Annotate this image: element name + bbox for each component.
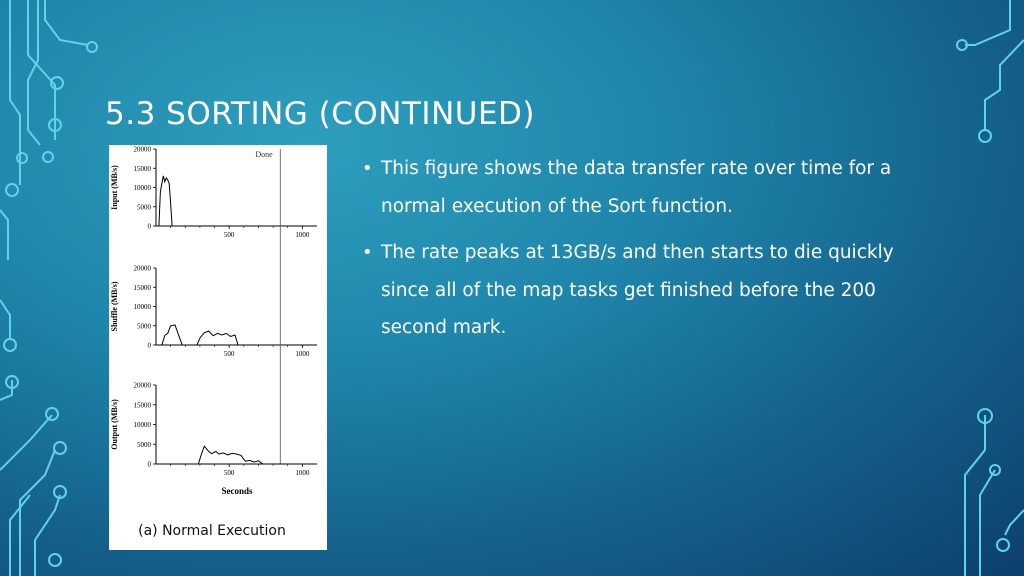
bullet-item: [362, 234, 942, 347]
circuit-left-top: [0, 0, 97, 260]
x-tick-label: 1000: [295, 350, 310, 358]
y-axis-label: Output (MB/s): [110, 399, 119, 450]
y-tick-label: 20000: [133, 145, 151, 154]
series-line: [156, 176, 317, 226]
bullet-list: [362, 150, 942, 356]
figure-panel: [109, 145, 327, 550]
y-tick-label: 5000: [137, 203, 151, 212]
y-tick-label: 15000: [133, 401, 151, 410]
x-tick-label: 500: [223, 350, 235, 358]
circuit-left-bottom: [0, 300, 66, 576]
bullet-dot-icon: •: [362, 242, 373, 263]
transfer-rate-figure: [109, 145, 327, 550]
y-tick-label: 15000: [133, 283, 151, 292]
bullet-dot-icon: •: [362, 158, 373, 179]
y-tick-label: 0: [147, 460, 151, 469]
series-line: [156, 325, 317, 345]
y-tick-label: 10000: [133, 421, 151, 429]
y-axis-label: Input (MB/s): [110, 165, 119, 210]
bullet-text: This figure shows the data transfer rate over time for a normal execution of the Sort function.: [381, 158, 892, 217]
y-tick-label: 10000: [133, 303, 151, 311]
x-tick-label: 1000: [295, 469, 310, 477]
y-tick-label: 15000: [133, 164, 151, 173]
bullet-item: [362, 150, 942, 225]
slide-title: 5.3 SORTING (CONTINUED): [105, 96, 535, 132]
x-tick-label: 500: [223, 469, 235, 477]
circuit-right: [957, 0, 1024, 576]
y-tick-label: 20000: [133, 381, 151, 390]
bullet-text: The rate peaks at 13GB/s and then starts to die quickly since all of the map tasks get finished before the 200 second mark.: [381, 242, 894, 338]
series-line: [156, 446, 317, 464]
x-tick-label: 500: [223, 231, 235, 239]
y-tick-label: 0: [147, 341, 151, 350]
y-tick-label: 10000: [133, 184, 151, 192]
y-tick-label: 20000: [133, 264, 151, 273]
y-tick-label: 5000: [137, 322, 151, 331]
x-tick-label: 1000: [295, 231, 310, 239]
done-label: Done: [255, 150, 273, 159]
y-tick-label: 5000: [137, 440, 151, 449]
x-axis-label: Seconds: [221, 486, 253, 496]
figure-caption: (a) Normal Execution: [138, 523, 286, 539]
y-axis-label: Shuffle (MB/s): [110, 281, 119, 332]
y-tick-label: 0: [147, 222, 151, 231]
